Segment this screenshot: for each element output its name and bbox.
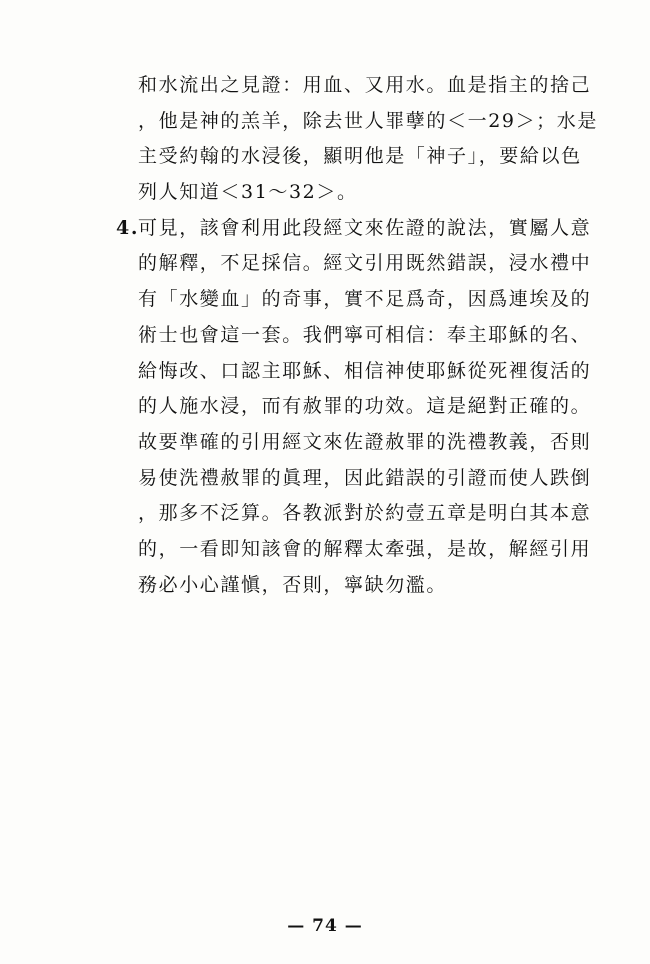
body-text (116, 68, 598, 603)
text-line: 易使洗禮赦罪的眞理，因此錯誤的引證而使人跌倒 (138, 466, 592, 489)
paragraph-2 (116, 211, 592, 604)
text-line: 的人施水浸，而有赦罪的功效。這是絕對正確的。 (138, 395, 592, 418)
text-line: 的解釋，不足採信。經文引用既然錯誤，浸水禮中 (138, 252, 592, 275)
list-number-marker: 4. (116, 216, 140, 239)
text-line: ，他是神的羔羊，除去世人罪孽的＜一29＞；水是 (138, 109, 598, 132)
page-number: — 74 — (287, 916, 363, 936)
text-line-first (116, 211, 592, 247)
text-line: 列人知道＜31～32＞。 (138, 181, 358, 204)
text-line: 的，一看即知該會的解釋太牽强，是故，解經引用 (138, 537, 592, 560)
text-line: 有「水變血」的奇事，實不足爲奇，因爲連埃及的 (138, 288, 592, 311)
text-line: ，那多不泛算。各教派對於約壹五章是明白其本意 (138, 502, 592, 525)
text-line: 給悔改、口認主耶穌、相信神使耶穌從死裡復活的 (138, 359, 592, 382)
text-line: 可見，該會利用此段經文來佐證的說法，實屬人意 (138, 216, 592, 239)
text-line: 和水流出之見證：用血、又用水。血是指主的捨己 (138, 74, 592, 96)
text-line: 務必小心謹愼，否則，寧缺勿濫。 (138, 573, 448, 596)
text-line: 術士也會這一套。我們寧可相信：奉主耶穌的名、 (138, 323, 592, 346)
text-line: 主受約翰的水浸後，顯明他是「神子」，要給以色 (138, 145, 582, 168)
paragraph-1 (138, 68, 598, 211)
text-line: 故要準確的引用經文來佐證赦罪的洗禮教義，否則 (138, 430, 592, 453)
